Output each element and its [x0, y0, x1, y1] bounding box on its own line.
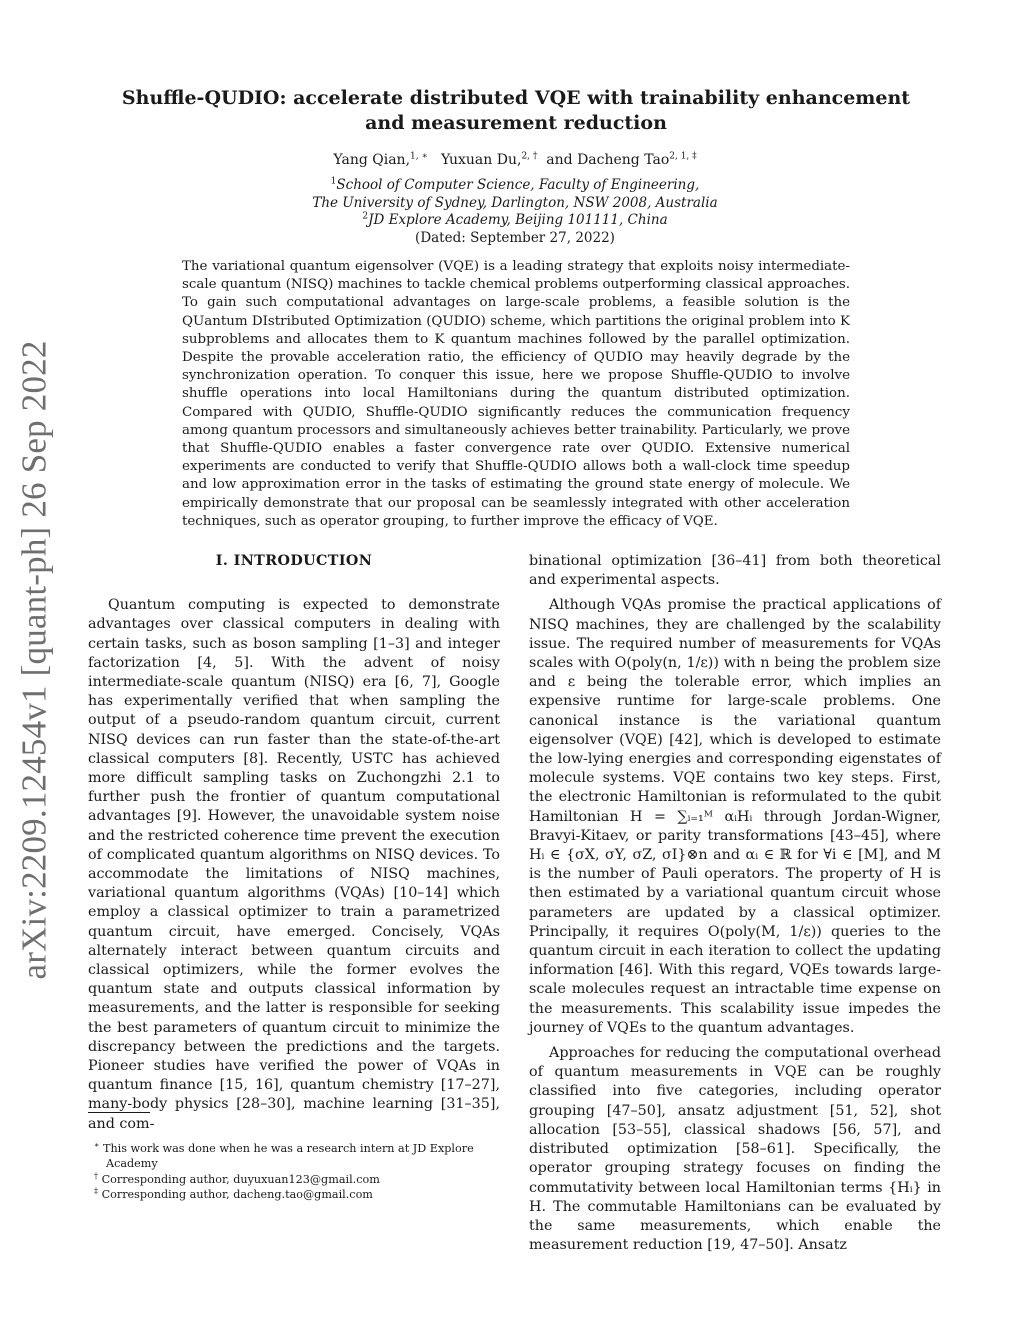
- arxiv-identifier: arXiv:2209.12454v1 [quant-ph] 26 Sep 2022: [15, 340, 54, 980]
- body-paragraph: Although VQAs promise the practical applications of NISQ machines, they are challenged by the scalability issue. The required number of measurements for VQAs scales with O(poly(n, 1/ε)) with n being the problem size and ε being the tolerable error, which implies an expensive runtime for large-scale problems. One canonical instance is the variational quantum eigensolver (VQE) [42], which is developed to estimate the low-lying energies and corresponding eigenstates of molecule systems. VQE contains two key steps. First, the electronic Hamiltonian is reformulated to the qubit Hamiltonian H = ∑ᵢ₌₁ᴹ αᵢHᵢ through Jordan-Wigner, Bravyi-Kitaev, or parity transformations [43–45], where Hᵢ ∈ {σX, σY, σZ, σI}⊗n and αᵢ ∈ ℝ for ∀i ∈ [M], and M is the number of Pauli operators. The property of H is then estimated by a variational quantum circuit whose parameters are updated by a classical optimizer. Principally, it requires O(poly(M, 1/ε)) queries to the quantum circuit in each iteration to collect the updating information [46]. With this regard, VQEs towards large-scale molecules request an intractable time expense on the measurements. This scalability issue impedes the journey of VQEs to the quantum advantages.: [529, 597, 941, 1036]
- footnote-divider: [88, 1112, 150, 1113]
- abstract: The variational quantum eigensolver (VQE) is a leading strategy that exploits noisy intermediate-scale quantum (NISQ) machines to tackle chemical problems outperforming classical approaches. To gain such computational advantages on large-scale problems, a feasible solution is the QUantum DIstributed Optimization (QUDIO) scheme, which partitions the original problem into K subproblems and allocates them to K quantum machines followed by the parallel optimization. Despite the provable acceleration ratio, the efficiency of QUDIO may heavily degrade by the synchronization operation. To conquer this issue, here we propose Shuffle-QUDIO to involve shuffle operations into local Hamiltonians during the quantum distributed optimization. Compared with QUDIO, Shuffle-QUDIO significantly reduces the communication frequency among quantum processors and simultaneously achieves better trainability. Particularly, we prove that Shuffle-QUDIO enables a faster convergence rate over QUDIO. Extensive numerical experiments are conducted to verify that Shuffle-QUDIO allows both a wall-clock time speedup and low approximation error in the tasks of estimating the ground state energy of molecule. We empirically demonstrate that our proposal can be seamlessly integrated with other acceleration techniques, such as operator grouping, to further improve the efficacy of VQE.: [182, 259, 850, 529]
- paper-title: Shuffle-QUDIO: accelerate distributed VQE with trainability enhancement and measurement reduction: [121, 87, 911, 134]
- author-name: Yuxuan Du,: [440, 152, 522, 168]
- affiliation-number: 2: [362, 211, 369, 222]
- affiliation-line: $^1$School of Computer Science, Faculty of Engineering,: [330, 176, 700, 193]
- body-paragraph: binational optimization [36–41] from both theoretical and experimental aspects.: [529, 553, 941, 589]
- affiliation-number: 1: [330, 176, 337, 187]
- author-affiliation-marks: 1, ∗: [410, 151, 428, 162]
- footnote: ∗ This work was done when he was a research intern at JD Explore Academy: [94, 1140, 474, 1171]
- left-column: [88, 552, 500, 1134]
- author-name: and Dacheng Tao: [546, 152, 670, 168]
- right-column: [529, 552, 941, 1255]
- author-affiliation-marks: 2, †: [521, 151, 538, 162]
- footnote-mark: †: [94, 1170, 98, 1180]
- footnote: ‡ Corresponding author, dacheng.tao@gmail.com: [94, 1186, 373, 1201]
- arxiv-identifier-stamp: [0, 340, 70, 980]
- footnote-mark: ∗: [94, 1140, 100, 1150]
- footnotes: [88, 1141, 500, 1202]
- affiliation-line: $^2$JD Explore Academy, Beijing 101111, China: [362, 211, 668, 228]
- author-list: [150, 152, 880, 169]
- footnote-mark: ‡: [94, 1186, 98, 1196]
- affiliation-line: The University of Sydney, Darlington, NSW 2008, Australia: [312, 194, 718, 211]
- affiliations: [150, 177, 880, 247]
- date-line: (Dated: September 27, 2022): [415, 229, 615, 246]
- author-affiliation-marks: 2, 1, ‡: [669, 151, 697, 162]
- body-paragraph: Quantum computing is expected to demonstrate advantages over classical computers in dealing with certain tasks, such as boson sampling [1–3] and integer factorization [4, 5]. With the advent of noisy intermediate-scale quantum (NISQ) era [6, 7], Google has experimentally verified that when sampling the output of a pseudo-random quantum circuit, current NISQ devices can run faster than the state-of-the-art classical computers [8]. Recently, USTC has achieved more difficult sampling tasks on Zuchongzhi 2.1 to further push the frontier of quantum computational advantages [9]. However, the unavoidable system noise and the restricted coherence time prevent the execution of complicated quantum algorithms on NISQ devices. To accommodate the limitations of NISQ machines, variational quantum algorithms (VQAs) [10–14] which employ a classical optimizer to train a parametrized quantum circuit, have emerged. Concisely, VQAs alternately interact between quantum circuits and classical optimizers, while the former evolves the quantum state and outputs classical information by measurements, and the latter is responsible for seeking the best parameters of quantum circuit to minimize the discrepancy between the predictions and the targets. Pioneer studies have verified the power of VQAs in quantum finance [15, 16], quantum chemistry [17–27], many-body physics [28–30], machine learning [31–35], and com-: [88, 597, 500, 1132]
- body-paragraph: Approaches for reducing the computational overhead of quantum measurements in VQE can be roughly classified into five categories, including operator grouping [47–50], ansatz adjustment [51, 52], shot allocation [53–55], classical shadows [56, 57], and distributed optimization [58–61]. Specifically, the operator grouping strategy focuses on finding the commutativity between local Hamiltonian terms {Hᵢ} in H. The commutable Hamiltonians can be evaluated by the same measurements, which enable the measurement reduction [19, 47–50]. Ansatz: [529, 1045, 941, 1254]
- footnote: † Corresponding author, duyuxuan123@gmail.com: [94, 1170, 380, 1186]
- author-name: Yang Qian,: [333, 152, 411, 168]
- section-heading: I. INTRODUCTION: [215, 553, 373, 569]
